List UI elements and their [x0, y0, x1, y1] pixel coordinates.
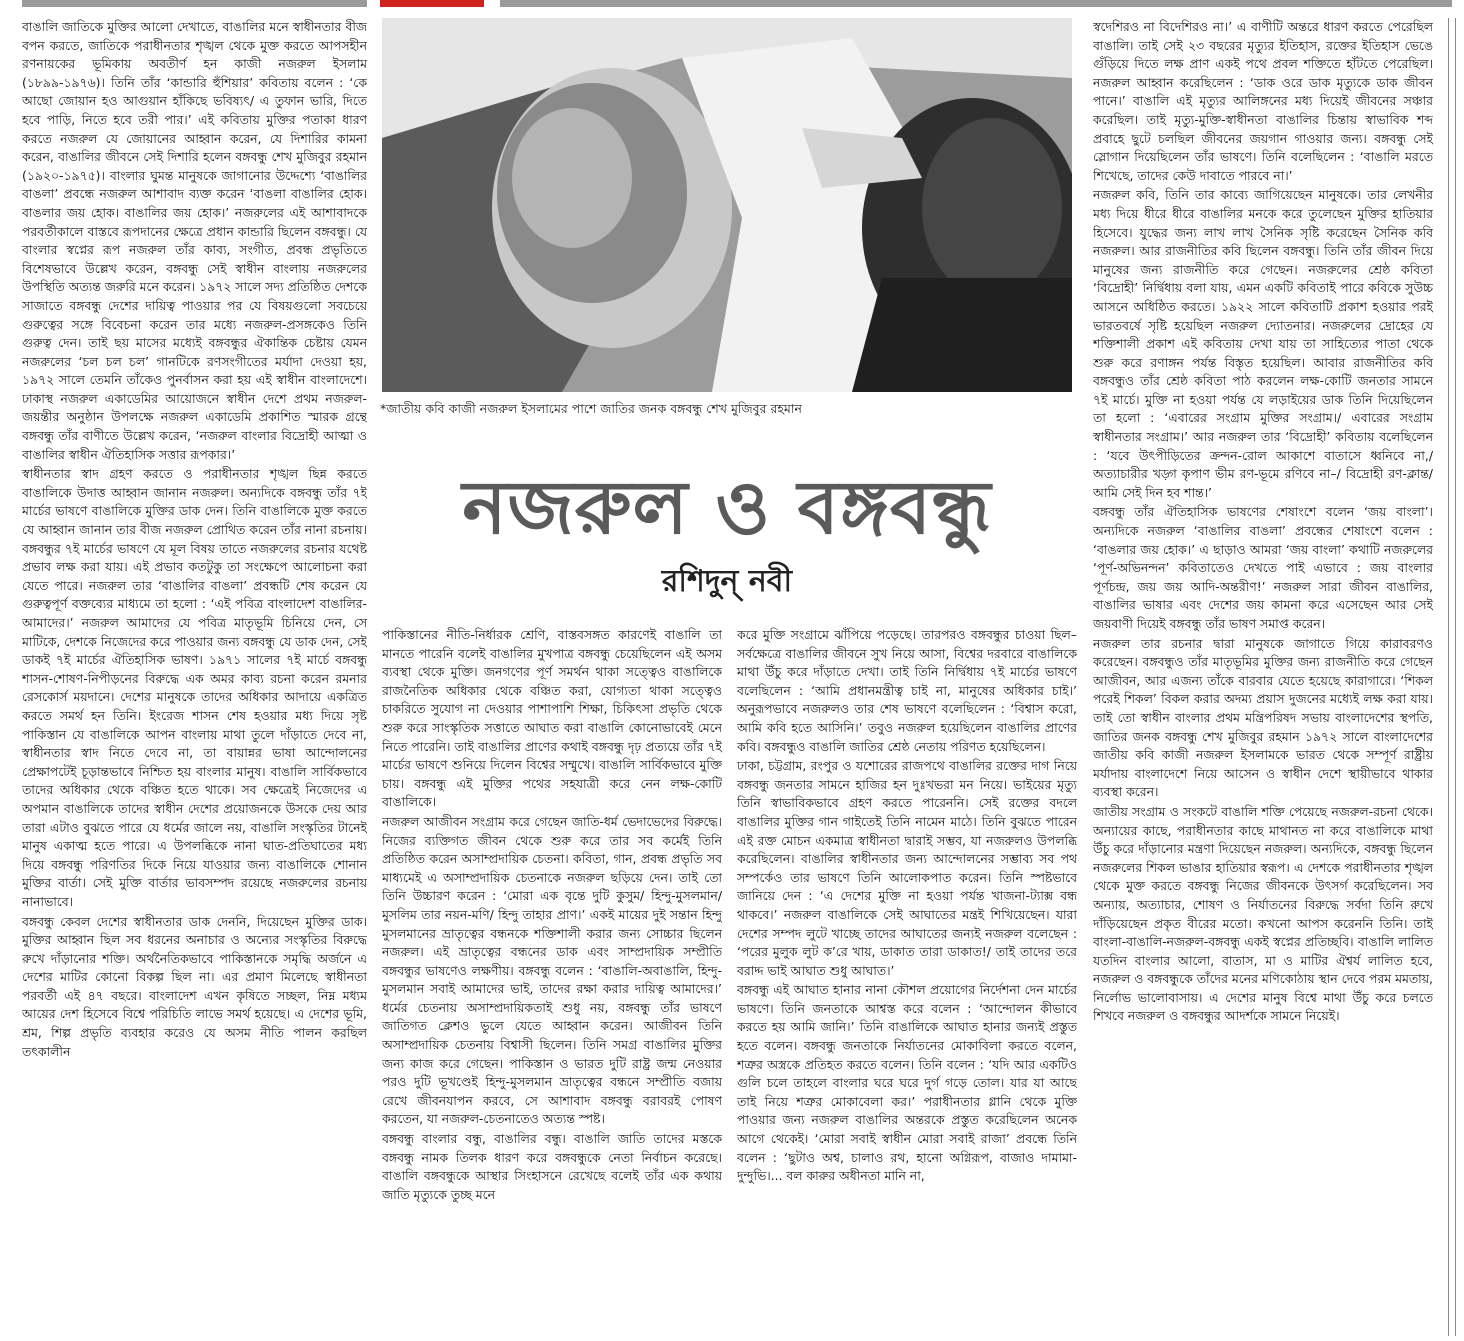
article-column-3	[737, 626, 1077, 1338]
article-photo	[382, 18, 1072, 392]
article-column-1	[22, 18, 367, 1336]
paragraph: বঙ্গবন্ধু এই আঘাত হানার নানা কৌশল প্রয়োগের নির্দেশনা দেন মার্চের ভাষণে। তিনি জনতাকে আশ্বস্ত করে বলেন : ‘আন্দোলন কীভাবে করতে হয় আমি জানি।’ তিনি বাঙালিকে আঘাত হানার জন্যই প্রস্তুত হতে বলেন। বঙ্গবন্ধু জনতাকে নির্যাতনের মোকাবিলা করতে বলেন, শত্রুর অস্ত্রকে প্রতিহত করতে বলেন। তিনি বলেন : ‘যদি আর একটিও গুলি চলে তাহলে বাংলার ঘরে ঘরে দুর্গ গড়ে তোল। যার যা আছে তাই নিয়ে শত্রুর মোকাবেলা কর।’ পরাধীনতার গ্লানি থেকে মুক্তি পাওয়ার জন্য নজরুল বাঙালির অন্তরকে প্রস্তুত করেছিলেন অনেক আগে থেকেই। ‘মোরা সবাই স্বাধীন মোরা সবাই রাজা’ প্রবন্ধে তিনি বলেন : ‘ছুটাও অশ্ব, চালাও রথ, হানো অগ্নিরূপ, বাজাও দামামা-দুন্দুভি।... বল কারুর অধীনতা মানি না,	[737, 982, 1077, 1184]
article-title: নজরুল ও বঙ্গবন্ধু	[462, 465, 992, 551]
paragraph: নজরুল কবি, তিনি তার কাব্যে জাগিয়েছেন মানুষকে। তার লেখনীর মধ্য দিয়ে ধীরে ধীরে বাঙালির মনকে করে তুলেছেন মুক্তির হাতিয়ার হিসেবে। যুদ্ধের জন্য লাখ লাখ সৈনিক সৃষ্টি করেছেন সৈনিক কবি নজরুল। আর রাজনীতির কবি ছিলেন বঙ্গবন্ধু। তিনি তাঁর জীবন দিয়ে মানুষের জন্য রাজনীতি করে গেছেন। নজরুলের শ্রেষ্ঠ কবিতা ‘বিদ্রোহী’ নির্দ্বিধায় বলা যায়, এমন একটি কবিতাই পারে কবিকে সুউচ্চ আসনে অধিষ্ঠিত করতে। ১৯২২ সালে কবিতাটি প্রকাশ হওয়ার পরই ভারতবর্ষে সৃষ্টি হয়েছিল নজরুল দ্যোতনার। নজরুলের দ্রোহের যে শক্তিশালী প্রকাশ এই কবিতায় দেখা যায় তা সাহিত্যের পাতা থেকে শুরু করে রণাঙ্গন পর্যন্ত বিস্তৃত হয়েছিল। আবার রাজনীতির কবি বঙ্গবন্ধুও তাঁর শ্রেষ্ঠ কবিতা পাঠ করলেন লক্ষ-কোটি জনতার সামনে ৭ই মার্চে। মুক্তি না হওয়া পর্যন্ত যে লড়াইয়ের ডাক তিনি দিয়েছিলেন তা হলো : ‘এবারের সংগ্রাম মুক্তির সংগ্রাম।/ এবারের সংগ্রাম স্বাধীনতার সংগ্রাম।’ আর নজরুল তার ‘বিদ্রোহী’ কবিতায় বলেছিলেন : ‘যবে উৎপীড়িতের ক্রন্দন-রোল আকাশে বাতাসে ধ্বনিবে না,/ অত্যাচারীর খড়্গ কৃপাণ ভীম রণ-ভূমে রণিবে না–/ বিদ্রোহী রণ-ক্লান্ত/ আমি সেই দিন হব শান্ত।’	[1093, 187, 1433, 500]
photo-illustration	[382, 18, 1072, 392]
article-author: রশিদুন্ নবী	[661, 564, 793, 599]
paragraph: নজরুল আজীবন সংগ্রাম করে গেছেন জাতি-ধর্ম ভেদাভেদের বিরুদ্ধে। নিজের ব্যক্তিগত জীবন থেকে শুরু করে তার সব কর্মেই তিনি প্রতিষ্ঠিত করেন অসাম্প্রদায়িক চেতনা। কবিতা, গান, প্রবন্ধ প্রভৃতি সব মাধ্যমেই এ অসাম্প্রদায়িক চেতনাকে নজরুল ছড়িয়ে দেন। তাই তো তিনি উচ্চারণ করেন : ‘মোরা এক বৃন্তে দুটি কুসুম/ হিন্দু-মুসলমান/ মুসলিম তার নয়ন-মণি/ হিন্দু তাহার প্রাণ।’ একই মায়ের দুই সন্তান হিন্দু মুসলমানের ভ্রাতৃত্বের বন্ধনকে শক্তিশালী করার জন্য সোচ্চার ছিলেন নজরুল। এই ভ্রাতৃত্বের বন্ধনের ডাক এবং সাম্প্রদায়িক সম্প্রীতি বঙ্গবন্ধুর ভাষণেও লক্ষণীয়। বঙ্গবন্ধু বলেন : ‘বাঙালি-অবাঙালি, হিন্দু-মুসলমান সবাই আমাদের ভাই, তাদের রক্ষা করার দায়িত্ব আমাদের।’ ধর্মের চেতনায় অসাম্প্রদায়িকতাই শুধু নয়, বঙ্গবন্ধু তাঁর ভাষণে জাতিগত ক্লেশও ভুলে যেতে আহ্বান করেন। আজীবন তিনি অসাম্প্রদায়িক চেতনায় বিশ্বাসী ছিলেন। তিনি সমগ্র বাঙালির মুক্তির জন্য কাজ করে গেছেন। পাকিস্তান ও ভারত দুটি রাষ্ট্র জন্ম নেওয়ার পরও দুটি ভূখণ্ডেই হিন্দু-মুসলমান ভ্রাতৃত্বের বন্ধনে সম্প্রীতি বজায় রেখে জীবনযাপন করবে, সে আশাবাদ বঙ্গবন্ধু বরাবরই পোষণ করতেন, যা নজরুল-চেতনাতেও অত্যন্ত স্পষ্ট।	[382, 813, 722, 1127]
page-edge-rule	[1448, 18, 1456, 1336]
top-rule-right	[500, 0, 1452, 7]
paragraph: বাঙালি জাতিকে মুক্তির আলো দেখাতে, বাঙালির মনে স্বাধীনতার বীজ বপন করতে, জাতিকে পরাধীনতার শৃঙ্খল থেকে মুক্ত করতে আপসহীন রণনায়কের ভূমিকায় অবতীর্ণ হন কাজী নজরুল ইসলাম (১৮৯৯-১৯৭৬)। তিনি তাঁর ‘কান্ডারি হুঁশিয়ার’ কবিতায় বলেন : ‘কে আছো জোয়ান হও আগুয়ান হাঁকিছে ভবিষ্যৎ/ এ তুফান ভারি, দিতে হবে পাড়ি, নিতে হবে তরী পার।’ এই কবিতায় মুক্তির পতাকা ধারণ করতে নজরুল যে জোয়ানের আহ্বান করেন, যে দিশারির কামনা করেন, বাঙালির জীবনে সেই দিশারি হলেন বঙ্গবন্ধু শেখ মুজিবুর রহমান (১৯২০-১৯৭৫)। বাংলার ঘুমন্ত মানুষকে জাগানোর উদ্দেশ্যে ‘বাঙালির বাঙলা’ প্রবন্ধে নজরুল আশাবাদ ব্যক্ত করেন ‘বাঙলা বাঙালির হোক। বাঙলার জয় হোক। বাঙালির জয় হোক।’ নজরুলের এই আশাবাদকে পরবর্তীকালে বাস্তবে রূপদানের ক্ষেত্রে প্রধান কান্ডারি ছিলেন বঙ্গবন্ধু। যে বাংলার স্বপ্নের রূপ নজরুল তাঁর কাব্য, সংগীত, প্রবন্ধ প্রভৃতিতে বিশেষভাবে উল্লেখ করেন, বঙ্গবন্ধু সেই স্বাধীন বাংলায় নজরুলের উপস্থিতি অত্যন্ত জরুরি মনে করেন। ১৯৭২ সালে সদ্য প্রতিষ্ঠিত দেশকে সাজাতে বঙ্গবন্ধু দেশের দায়িত্ব পাওয়ার পর যে বিষয়গুলো সবচেয়ে গুরুত্বের সঙ্গে বিবেচনা করেন তার মধ্যে নজরুল-প্রসঙ্গকেও তিনি গুরুত্ব দেন। তাই ছয় মাসের মধ্যেই বঙ্গবন্ধুর ঐকান্তিক চেষ্টায় যেমন নজরুলের ‘চল চল চল’ গানটিকে রণসংগীতের মর্যাদা দেওয়া হয়, ১৯৭২ সালে তেমনি তাঁকেও পুনর্বাসন করা হয় এই স্বাধীন বাংলাদেশে। ঢাকাস্থ নজরুল একাডেমির আয়োজনে স্বাধীন দেশে প্রথম নজরুল-জয়ন্তীর অনুষ্ঠান উপলক্ষে নজরুল একাডেমি প্রকাশিত স্মারক গ্রন্থে বঙ্গবন্ধু তাঁর বাণীতে উল্লেখ করেন, ‘নজরুল বাংলার বিদ্রোহী আত্মা ও বাঙালির স্বাধীন ঐতিহাসিক সত্তার রূপকার।’	[22, 19, 367, 462]
paragraph: স্বাধীনতার স্বাদ গ্রহণ করতে ও পরাধীনতার শৃঙ্খল ছিন্ন করতে বাঙালিকে উদাত্ত আহ্বান জানান নজরুল। অন্যদিকে বঙ্গবন্ধু তাঁর ৭ই মার্চের ভাষণে বাঙালিকে মুক্তির ডাক দেন। তিনি বাঙালিকে মুক্ত করতে যে আহ্বান জানান তার বীজ নজরুল প্রোথিত করেন তাঁর নানা রচনায়। বঙ্গবন্ধুর ৭ই মার্চের ভাষণে যে মূল বিষয় তাতে নজরুলের রচনার যথেষ্ট প্রভাব লক্ষ করা যায়। এই প্রভাব কতটুকু তা সংক্ষেপে আলোচনা করা যেতে পারে। নজরুল তার ‘বাঙালির বাঙলা’ প্রবন্ধটি শেষ করেন যে গুরুত্বপূর্ণ বক্তব্যের মাধ্যমে তা হলো : ‘এই পবিত্র বাংলাদেশ বাঙালির-আমাদের।’ নজরুল আমাদের যে পবিত্র মাতৃভূমি চিনিয়ে দেন, সে মাটিকে, দেশকে নিজেদের করে পাওয়ার জন্য বঙ্গবন্ধু যে ডাক দেন, সেই ডাকই ৭ই মার্চের ঐতিহাসিক ভাষণ। ১৯৭১ সালের ৭ই মার্চে বঙ্গবন্ধু শাসন-শোষণ-নিপীড়নের বিরুদ্ধে এক অমর কাব্য রচনা করেন রমনার রেসকোর্স ময়দানে। দেশের মানুষকে তাদের অধিকার আদায়ে একত্রিত করতে সমর্থ হন তিনি। ইংরেজ শাসন শেষ হওয়ার মধ্য দিয়ে সৃষ্ট পাকিস্তান যে বাঙালিকে আপন বাংলায় মাথা তুলে দাঁড়াতে দেবে না, স্বাধীনতার স্বাদ নিতে দেবে না, তা বায়ান্নর ভাষা আন্দোলনের প্রেক্ষাপটেই চূড়ান্তভাবে নিশ্চিত হয় বাংলার মানুষ। বাঙালি সার্বিকভাবে তাদের অধিকার থেকে বঞ্চিত হতে থাকে। সব ক্ষেত্রেই নিজেদের এ অপমান বাঙালিকে তাদের স্বাধীন দেশের প্রয়োজনকে উসকে দেয় আর তারা এটাও বুঝতে পারে যে ধর্মের জালে নয়, বাঙালি সংস্কৃতির টানেই মানুষ একাত্ম হতে পারে। এ উপলব্ধিকে নানা ঘাত-প্রতিঘাতের মধ্য দিয়ে বঙ্গবন্ধু পরিণতির দিকে নিয়ে যাওয়ার জন্য বাঙালিকে শোনান মুক্তির বার্তা। সেই মুক্তি বার্তার ভাবসম্পদ রয়েছে নজরুলের রচনায় নানাভাবে।	[22, 466, 367, 909]
paragraph: বঙ্গবন্ধু কেবল দেশের স্বাধীনতার ডাক দেননি, দিয়েছেন মুক্তির ডাক। মুক্তির আহ্বান ছিল সব ধরনের অনাচার ও অন্যের সংস্কৃতির বিরুদ্ধে রুখে দাঁড়ানোর শক্তি। অর্থনৈতিকভাবে পাকিস্তানকে সমৃদ্ধি অর্জনে এ দেশের মাটির কোনো বিকল্প ছিল না। এর প্রমাণ মিলেছে স্বাধীনতা পরবর্তী এই ৪৭ বছরে। বাংলাদেশ এখন কৃষিতে সচ্ছল, নিম্ন মধ্যম আয়ের দেশ হিসেবে বিশ্বে পরিচিতি লাভে সমর্থ হয়েছে। এ দেশের ভূমি, শ্রম, শিল্প প্রভৃতি ব্যবহার করেও যে অসম নীতি পালন করছিল তৎকালীন	[22, 913, 367, 1059]
paragraph: নজরুল তার রচনার দ্বারা মানুষকে জাগাতে গিয়ে কারাবরণও করেছেন। বঙ্গবন্ধুও তাঁর মাতৃভূমির মুক্তির জন্য রাজনীতি করে গেছেন আজীবন, আর এজন্য তাঁকে বারবার যেতে হয়েছে কারাগারে। ‘শিকল পরেই শিকল’ বিকল করার অদম্য প্রয়াস দুজনের মধ্যেই লক্ষ করা যায়। তাই তো স্বাধীন বাংলার প্রথম মন্ত্রিপরিষদ সভায় বাংলাদেশের স্থপতি, জাতির জনক বঙ্গবন্ধু শেখ মুজিবুর রহমান ১৯৭২ সালে বাংলাদেশের জাতীয় কবি কাজী নজরুল ইসলামকে ভারত থেকে সম্পূর্ণ রাষ্ট্রীয় মর্যাদায় বাংলাদেশে নিয়ে আসেন ও স্বাধীন দেশে স্থায়ীভাবে থাকার ব্যবস্থা করেন।	[1093, 635, 1433, 800]
paragraph: বঙ্গবন্ধু তাঁর ঐতিহাসিক ভাষণের শেষাংশে বলেন ‘জয় বাংলা’। অন্যদিকে নজরুল ‘বাঙালির বাঙলা’ প্রবন্ধের শেষাংশে বলেন : ‘বাঙলার জয় হোক।’ এ ছাড়াও আমরা ‘জয় বাংলা’ কথাটি নজরুলের ‘পূর্ণ-অভিনন্দন’ কবিতাতেও দেখতে পাই এভাবে : জয় বাংলার পূর্ণচন্দ্র, জয় জয় আদি-অন্তরীণ!’ নজরুল সারা জীবন বাঙালির, বাঙালির ভাষার এবং দেশের জয় কামনা করে এসেছেন আর সেই জয়বাণী দিয়েই বঙ্গবন্ধু তাঁর ভাষণ সমাপ্ত করেন।	[1093, 504, 1433, 631]
paragraph: জাতীয় সংগ্রাম ও সংকটে বাঙালি শক্তি পেয়েছে নজরুল-রচনা থেকে। অন্যায়ের কাছে, পরাধীনতার কাছে মাথানত না করে বাঙালিকে মাথা উঁচু করে দাঁড়ানোর মন্ত্রণা দিয়েছেন নজরুল। অন্যদিকে, বঙ্গবন্ধু ছিলেন নজরুলের শিকল ভাঙার হাতিয়ার স্বরূপ। এ দেশকে পরাধীনতার শৃঙ্খল থেকে মুক্ত করতে বঙ্গবন্ধু নিজের জীবনকে উৎসর্গ করেছিলেন। সব অন্যায়, অত্যাচার, শোষণ ও নির্যাতনের বিরুদ্ধে সর্বদা তিনি রুখে দাঁড়িয়েছেন প্রকৃত বীরের মতো। কখনো আপস করেননি তিনি। তাই বাংলা-বাঙালি-নজরুল-বঙ্গবন্ধু একই স্বপ্নের প্রতিচ্ছবি। বাঙালি লালিত যতদিন বাংলার আলো, বাতাস, মা ও মাটির ঐশ্বর্য লালিত হবে, নজরুল ও বঙ্গবন্ধুকে তাঁদের মনের মণিকোঠায় স্থান দেবে পরম মমতায়, নির্লোভ ভালোবাসায়। এ দেশের মানুষ বিশ্বে মাথা উঁচু করে চলতে শিখবে নজরুল ও বঙ্গবন্ধুর আদর্শকে সামনে নিয়েই।	[1093, 803, 1433, 1024]
paragraph: পাকিস্তানের নীতি-নির্ধারক শ্রেণি, বাস্তবসঙ্গত কারণেই বাঙালি তা মানতে পারেনি বলেই বাঙালির মুখপাত্র বঙ্গবন্ধু চেয়েছিলেন এই অসম ব্যবস্থা থেকে মুক্তি। জনগণের পূর্ণ সমর্থন থাকা সত্ত্বেও বাঙালিকে রাজনৈতিক অধিকার থেকে বঞ্চিত করা, যোগ্যতা থাকা সত্ত্বেও চাকরিতে সুযোগ না দেওয়ার পাশাপাশি শিক্ষা, চিকিৎসা প্রভৃতি থেকে শুরু করে সাংস্কৃতিক সত্তাতে আঘাত করা বাঙালি কোনোভাবেই মেনে নিতে পারেনি। তাই বাঙালির প্রাণের কথাই বঙ্গবন্ধু দৃঢ় প্রত্যয়ে তাঁর ৭ই মার্চের ভাষণে শুনিয়ে দিলেন বিশ্বের সম্মুখে। বাঙালি সার্বিকভাবে মুক্তি চায়। বঙ্গবন্ধু এই মুক্তির পথের সহযাত্রী করে নেন লক্ষ-কোটি বাঙালিকে।	[382, 627, 722, 810]
photo-caption: *জাতীয় কবি কাজী নজরুল ইসলামের পাশে জাতির জনক বঙ্গবন্ধু শেখ মুজিবুর রহমান	[380, 401, 802, 416]
paragraph: বঙ্গবন্ধু বাংলার বন্ধু, বাঙালির বন্ধু। বাঙালি জাতি তাদের মস্তকে বঙ্গবন্ধু নামক তিলক ধারণ করে বঙ্গবন্ধুকে নেতা নির্বাচন করেছে। বাঙালি বঙ্গবন্ধুকে আস্থার সিংহাসনে রেখেছে বলেই তাঁর এক কথায় জাতি মৃত্যুকে তুচ্ছ মনে	[382, 1131, 722, 1202]
paragraph: ঢাকা, চট্টগ্রাম, রংপুর ও যশোরের রাজপথে বাঙালির রক্তের দাগ নিয়ে বঙ্গবন্ধু জনতার সামনে হাজির হন দুঃখভরা মন নিয়ে। ভাইয়ের মৃত্যু তিনি স্বাভাবিকভাবে গ্রহণ করতে পারেননি। সেই রক্তের বদলে বাঙালির মুক্তির গান গাইতেই তিনি নামেন মাঠে। তিনি বুঝতে পারেন এই রক্ত মোচন একমাত্র স্বাধীনতা দ্বারাই সম্ভব, যা নজরুলও উপলব্ধি করেছিলেন। বাঙালির স্বাধীনতার জন্য আন্দোলনের সম্ভাব্য সব পথ সম্পর্কেও তার ভাষণে তিনি আলোকপাত করেন। তিনি স্পষ্টভাবে জানিয়ে দেন : ‘এ দেশের মুক্তি না হওয়া পর্যন্ত খাজনা-ট্যাক্স বন্ধ থাকবে।’ নজরুল বাঙালিকে সেই আঘাতের মন্ত্রই শিখিয়েছেন। যারা দেশের সম্পদ লুটে খাচ্ছে তাদের আঘাতের জন্যই নজরুল বলেছেন : ‘পরের মুলুক লুট ক’রে খায়, ডাকাত তারা ডাকাত!/ তাই তাদের তরে বরাদ্দ ভাই আঘাত শুধু আঘাত।’	[737, 758, 1077, 978]
top-rule-left	[22, 0, 367, 7]
paragraph: স্বদেশিরও না বিদেশিরও না।’ এ বাণীটি অন্তরে ধারণ করতে পেরেছিল বাঙালি। তাই সেই ২৩ বছরের মৃত্যুর ইতিহাস, রক্তের ইতিহাস ভেঙে গুঁড়িয়ে দিতে লক্ষ প্রাণ একই পথে প্রবল শক্তিতে হাঁটতে পেরেছিল। নজরুল আহ্বান করেছিলেন : ‘ডাক ওরে ডাক মৃত্যুকে ডাক জীবন পানে।’ বাঙালি এই মৃত্যুর আলিঙ্গনের মধ্য দিয়েই জীবনের সঞ্চার করেছিল। তাই মৃত্যু-মুক্তি-স্বাধীনতা বাঙালির চিন্তায় স্বাভাবিক শব্দ প্রবাহে ছুটে চলছিল জীবনের জয়গান গাওয়ার জন্য। বঙ্গবন্ধু সেই স্লোগান দিয়েছিলেন তাঁর ভাষণে। তিনি বলেছিলেন : ‘বাঙালি মরতে শিখেছে, তাদের কেউ দাবাতে পারবে না।’	[1093, 19, 1433, 183]
paragraph: করে মুক্তি সংগ্রামে ঝাঁপিয়ে পড়েছে। তারপরও বঙ্গবন্ধুর চাওয়া ছিল– সর্বক্ষেত্রে বাঙালির জীবনে সুখ নিয়ে আসা, বিশ্বের দরবারে বাঙালিকে মাথা উঁচু করে দাঁড়াতে দেখা। তাই তিনি নির্দ্বিধায় ৭ই মার্চের ভাষণে বলেছিলেন : ‘আমি প্রধানমন্ত্রীত্ব চাই না, মানুষের অধিকার চাই।’ অনুরূপভাবে নজরুলও তার শেষ ভাষণে বলেছিলেন : ‘বিশ্বাস করো, আমি কবি হতে আসিনি।’ তবুও নজরুল হয়েছিলেন বাঙালির প্রাণের কবি। বঙ্গবন্ধুও বাঙালি জাতির শ্রেষ্ঠ নেতায় পরিণত হয়েছিলেন।	[737, 627, 1077, 754]
article-column-2	[382, 626, 722, 1338]
article-column-4	[1093, 18, 1433, 1336]
top-rule-accent	[380, 0, 484, 7]
